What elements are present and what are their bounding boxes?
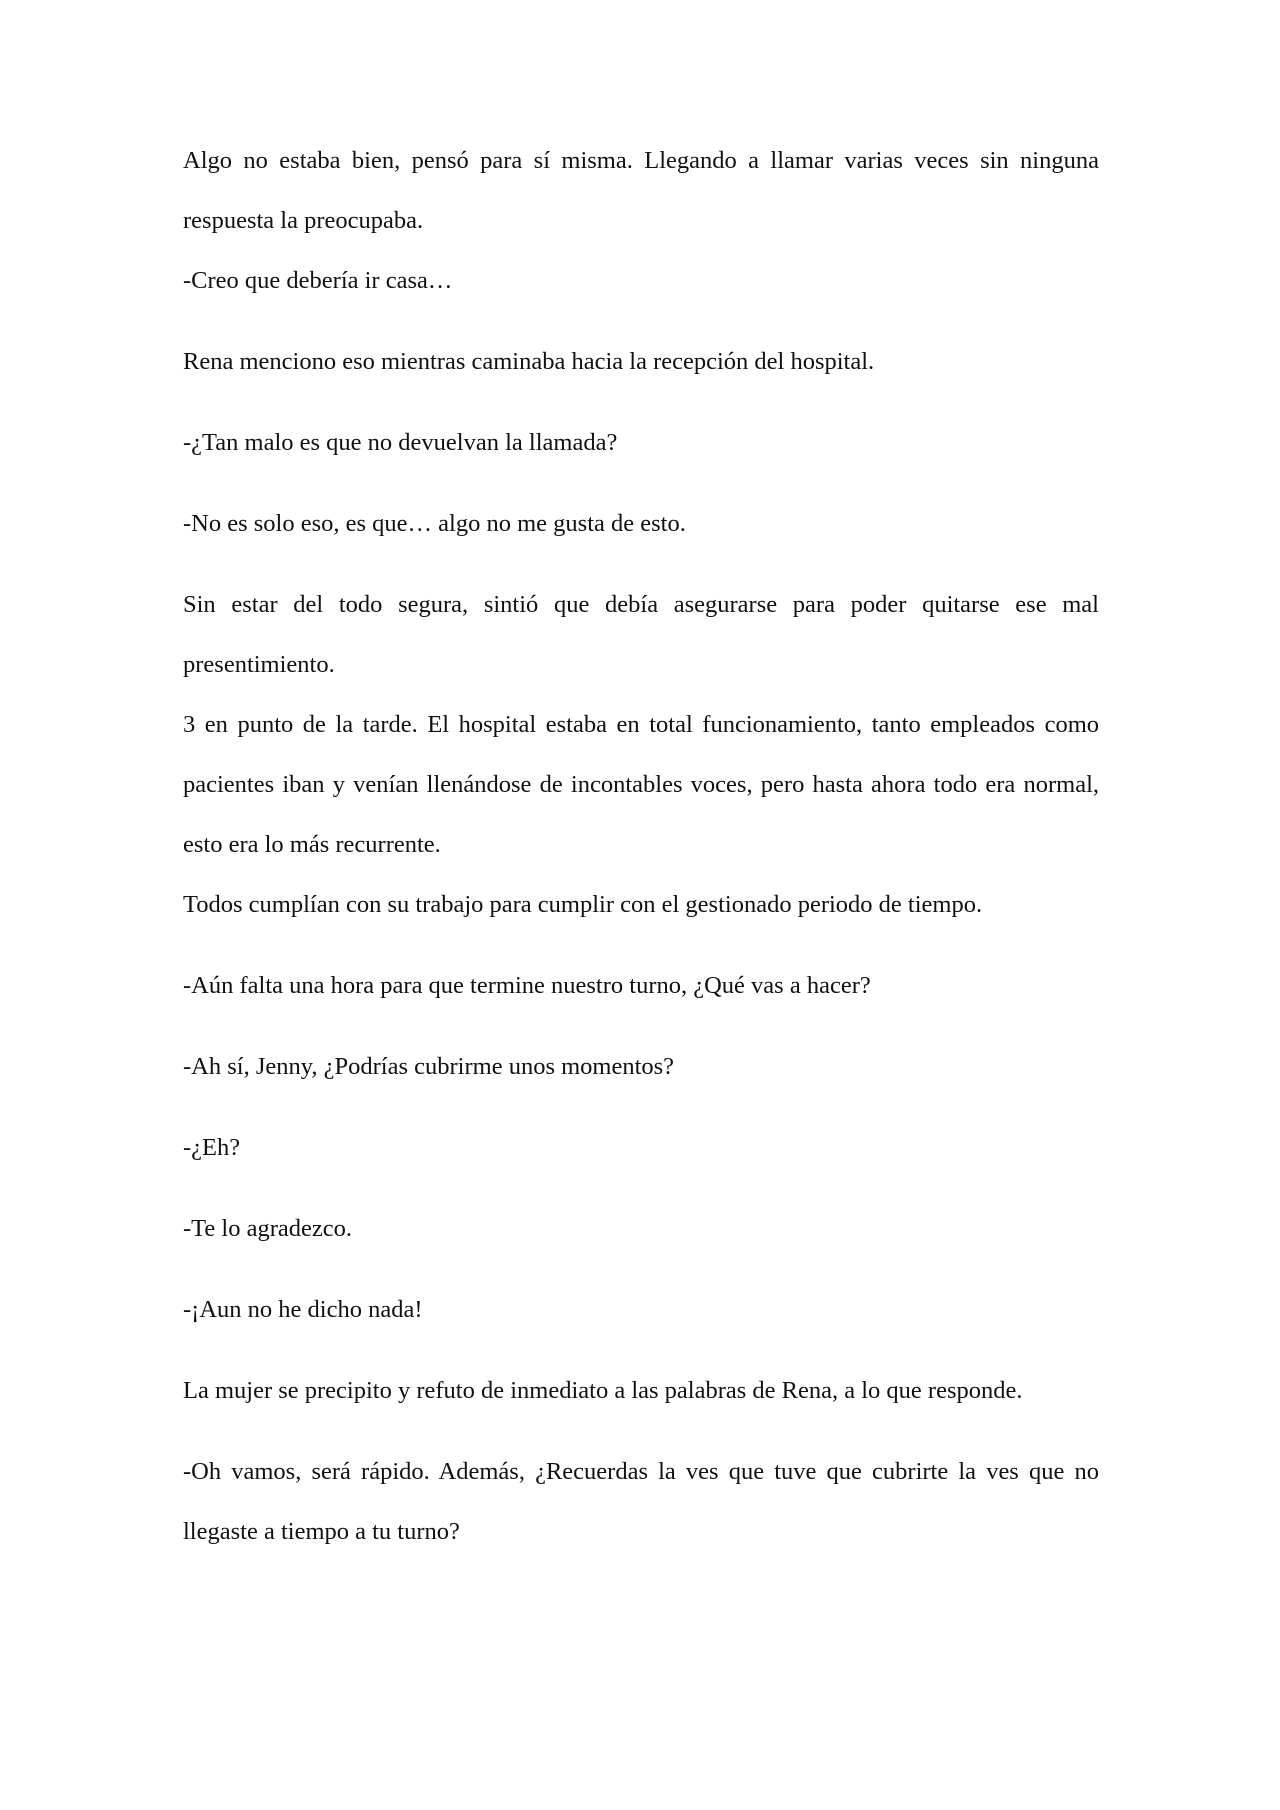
document-page <box>183 142 1099 1573</box>
paragraph: -¡Aun no he dicho nada! <box>183 1296 423 1323</box>
paragraph: 3 en punto de la tarde. El hospital estaba en total funcionamiento, tanto empleados como pacientes iban y venían llenándose de incontables voces, pero hasta ahora todo era normal, esto era lo más recurrente. <box>183 711 1099 858</box>
paragraph: -¿Tan malo es que no devuelvan la llamada? <box>183 429 618 456</box>
paragraph: -Te lo agradezco. <box>183 1215 352 1242</box>
paragraph: Rena menciono eso mientras caminaba hacia la recepción del hospital. <box>183 348 875 375</box>
paragraph: -Oh vamos, será rápido. Además, ¿Recuerdas la ves que tuve que cubrirte la ves que no llegaste a tiempo a tu turno? <box>183 1458 1099 1545</box>
paragraph: -No es solo eso, es que… algo no me gusta de esto. <box>183 510 686 537</box>
paragraph: -Creo que debería ir casa… <box>183 267 453 294</box>
paragraph: Algo no estaba bien, pensó para sí misma. Llegando a llamar varias veces sin ninguna respuesta la preocupaba. <box>183 147 1099 234</box>
paragraph: -¿Eh? <box>183 1134 241 1161</box>
paragraph: -Aún falta una hora para que termine nuestro turno, ¿Qué vas a hacer? <box>183 972 871 999</box>
paragraph: Todos cumplían con su trabajo para cumplir con el gestionado periodo de tiempo. <box>183 891 983 918</box>
paragraph: Sin estar del todo segura, sintió que debía asegurarse para poder quitarse ese mal presentimiento. <box>183 591 1099 678</box>
paragraph: -Ah sí, Jenny, ¿Podrías cubrirme unos momentos? <box>183 1053 675 1080</box>
paragraph: La mujer se precipito y refuto de inmediato a las palabras de Rena, a lo que responde. <box>183 1377 1023 1404</box>
